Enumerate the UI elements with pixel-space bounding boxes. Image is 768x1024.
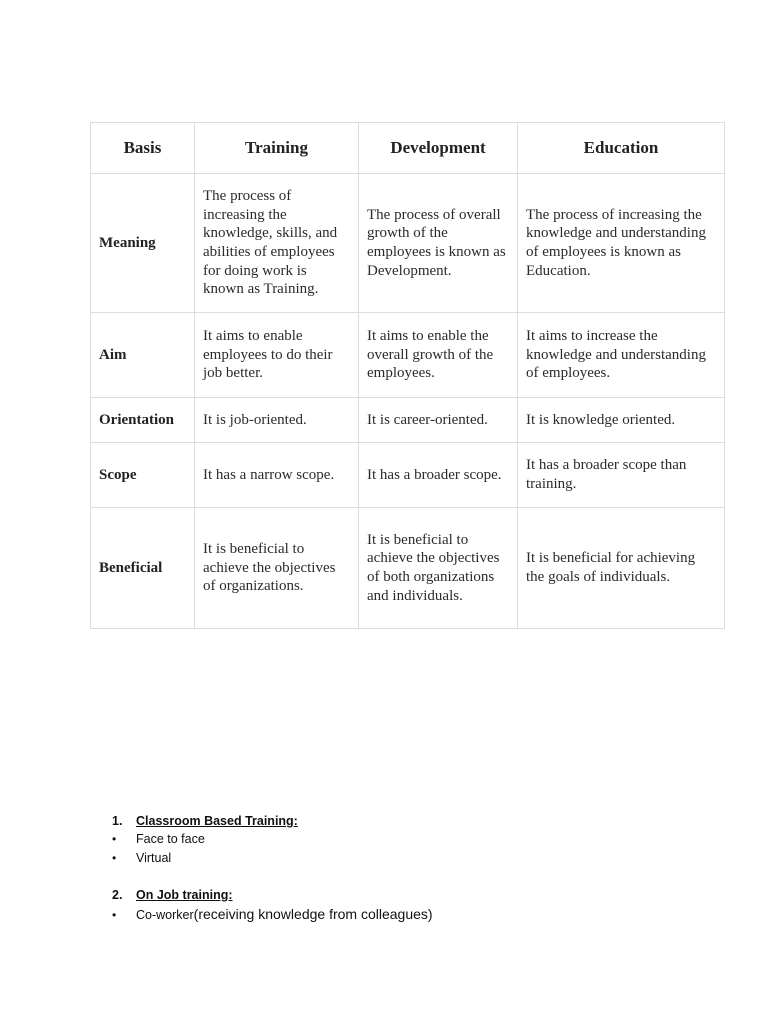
education-cell: It has a broader scope than training. [518, 443, 725, 508]
bullet-text: Face to face [136, 832, 205, 846]
list-item [112, 906, 433, 925]
row-basis: Orientation [91, 398, 195, 443]
education-cell: It is knowledge oriented. [518, 398, 725, 443]
table-header-row [91, 123, 725, 174]
comparison-table [90, 122, 725, 629]
row-basis: Scope [91, 443, 195, 508]
list-number: 2. [112, 888, 123, 902]
training-cell: It is beneficial to achieve the objectives of organizations. [195, 508, 359, 629]
training-cell: It aims to enable employees to do their job better. [195, 313, 359, 398]
list-item [112, 851, 433, 870]
table-row [91, 398, 725, 443]
bullet-text: Co-worker [136, 908, 194, 922]
bullet-extra-text: (receiving knowledge from colleagues) [193, 906, 433, 922]
notes-list [112, 814, 433, 925]
header-development: Development [359, 123, 518, 174]
list-number: 1. [112, 814, 123, 828]
education-cell: It aims to increase the knowledge and understanding of employees. [518, 313, 725, 398]
development-cell: It is career-oriented. [359, 398, 518, 443]
table-row [91, 508, 725, 629]
list-item [112, 832, 433, 851]
section-title: On Job training: [136, 888, 233, 902]
table-row [91, 313, 725, 398]
row-basis: Meaning [91, 174, 195, 313]
row-basis: Aim [91, 313, 195, 398]
header-education: Education [518, 123, 725, 174]
training-cell: It is job-oriented. [195, 398, 359, 443]
numbered-heading [112, 888, 433, 906]
education-cell: It is beneficial for achieving the goals of individuals. [518, 508, 725, 629]
numbered-heading [112, 814, 433, 832]
header-basis: Basis [91, 123, 195, 174]
bullet-icon: • [112, 851, 117, 865]
bullet-icon: • [112, 908, 117, 922]
row-basis: Beneficial [91, 508, 195, 629]
table-row [91, 443, 725, 508]
section-title: Classroom Based Training: [136, 814, 298, 828]
development-cell: The process of overall growth of the employees is known as Development. [359, 174, 518, 313]
development-cell: It has a broader scope. [359, 443, 518, 508]
table-row [91, 174, 725, 313]
development-cell: It is beneficial to achieve the objectives of both organizations and individuals. [359, 508, 518, 629]
training-cell: The process of increasing the knowledge, skills, and abilities of employees for doing work is known as Training. [195, 174, 359, 313]
bullet-text: Virtual [136, 851, 172, 865]
training-cell: It has a narrow scope. [195, 443, 359, 508]
education-cell: The process of increasing the knowledge and understanding of employees is known as Education. [518, 174, 725, 313]
bullet-icon: • [112, 832, 117, 846]
development-cell: It aims to enable the overall growth of the employees. [359, 313, 518, 398]
header-training: Training [195, 123, 359, 174]
